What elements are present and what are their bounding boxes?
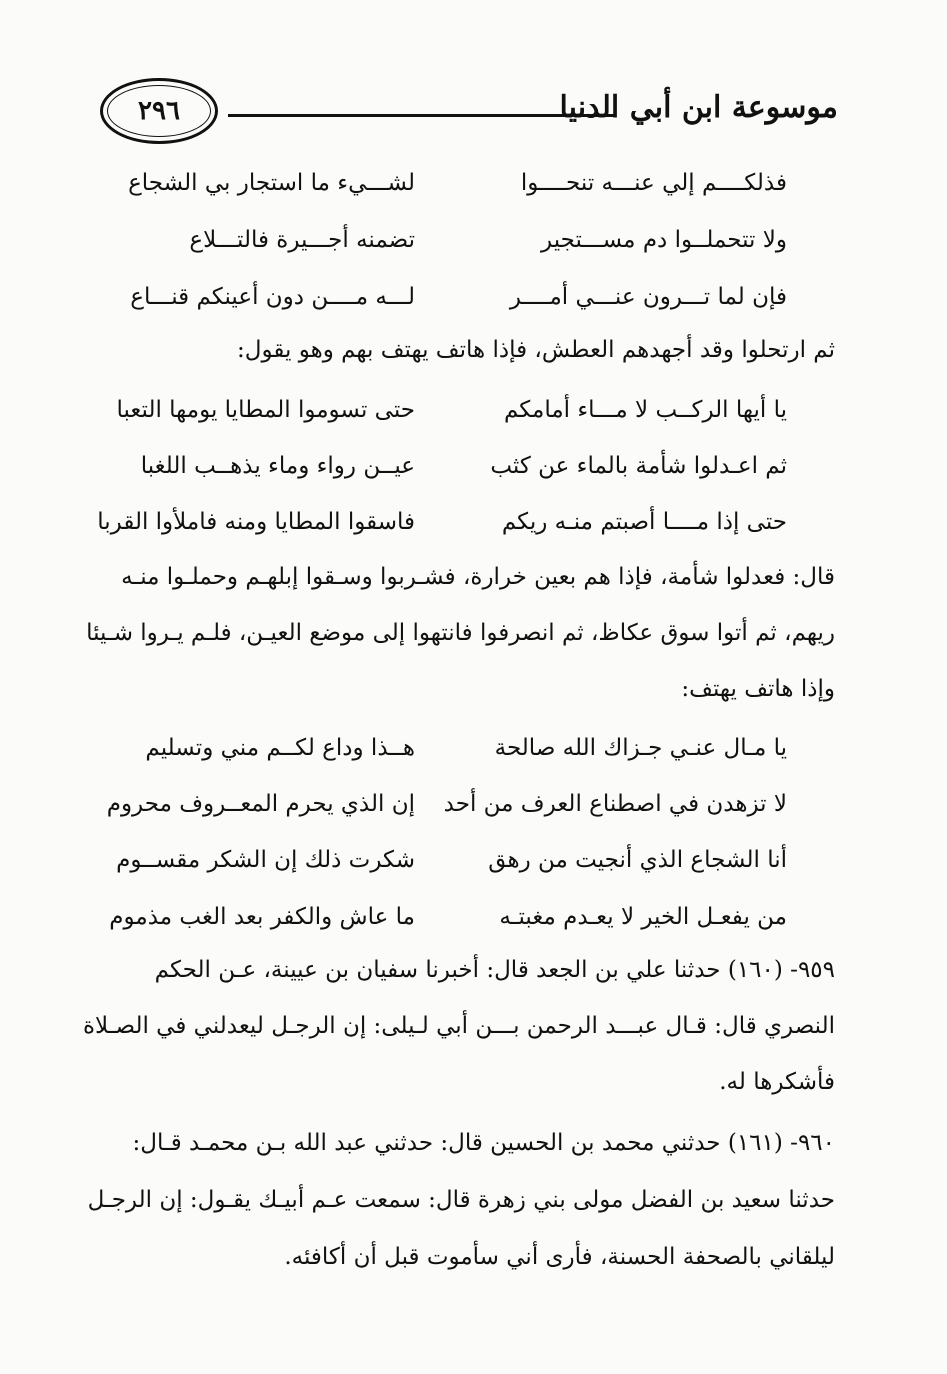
verse-second-hemistich: ما عاش والكفر بعد الغب مذموم — [109, 904, 415, 930]
verse — [127, 277, 787, 317]
verse-first-hemistich: فإن لما تـــرون عنـــي أمــــر — [509, 284, 787, 310]
hadith-959-line: فأشكرها له. — [719, 1069, 835, 1095]
verse — [97, 502, 787, 542]
verse-second-hemistich: إن الذي يحرم المعــروف محروم — [106, 791, 415, 817]
verse — [127, 728, 787, 768]
verse-second-hemistich: هــذا وداع لكــم مني وتسليم — [145, 735, 415, 761]
verse — [127, 446, 787, 486]
verse-first-hemistich: يا مـال عنـي جـزاك الله صالحة — [494, 735, 787, 761]
hadith-959-line: النصري قال: قـال عبـــد الرحمن بـــن أبي لـيلى: إن الرجـل ليعدلني في الصـلاة — [83, 1013, 835, 1039]
verse-first-hemistich: من يفعـل الخير لا يعـدم مغبتـه — [499, 904, 787, 930]
verse-second-hemistich: فاسقوا المطايا ومنه فاملأوا القربا — [97, 509, 415, 535]
verse-first-hemistich: ولا تتحملــوا دم مســـتجير — [541, 227, 787, 253]
paragraph-line: وإذا هاتف يهتف: — [681, 676, 835, 702]
verse — [116, 840, 787, 880]
verse-first-hemistich: ثم اعـدلوا شأمة بالماء عن كثب — [490, 453, 787, 479]
verse-second-hemistich: لـــه مــــن دون أعينكم قنـــاع — [130, 284, 415, 310]
verse-second-hemistich: تضمنه أجـــيرة فالتـــلاع — [189, 227, 415, 253]
hadith-960-line: ٩٦٠- (١٦١) حدثني محمد بن الحسين قال: حدثني عبد الله بـن محمـد قـال: — [132, 1130, 835, 1156]
verse-first-hemistich: أنا الشجاع الذي أنجيت من رهق — [488, 847, 787, 873]
verse — [106, 784, 787, 824]
page-number: ٢٩٦ — [138, 96, 180, 126]
verse — [127, 163, 787, 203]
verse — [116, 390, 787, 430]
verse-first-hemistich: فذلكــــم إلي عنـــه تنحــــوا — [520, 170, 787, 196]
verse-first-hemistich: لا تزهدن في اصطناع العرف من أحد — [443, 791, 787, 817]
header-rule — [228, 114, 616, 117]
paragraph-line: قال: فعدلوا شأمة، فإذا هم بعين خرارة، فشـربوا وسـقوا إبلهـم وحملـوا منـه — [121, 564, 835, 590]
paragraph: ثم ارتحلوا وقد أجهدهم العطش، فإذا هاتف يهتف بهم وهو يقول: — [237, 337, 835, 363]
verse-first-hemistich: يا أيها الركــب لا مـــاء أمامكم — [504, 397, 787, 423]
verse-second-hemistich: حتى تسوموا المطايا يومها التعبا — [116, 397, 415, 423]
running-title: موسوعة ابن أبي الدنيا — [559, 90, 838, 125]
hadith-959-line: ٩٥٩- (١٦٠) حدثنا علي بن الجعد قال: أخبرنا سفيان بن عيينة، عـن الحكم — [154, 957, 835, 983]
verse-second-hemistich: عيــن رواء وماء يذهــب اللغبا — [140, 453, 415, 479]
hadith-960-line: ليلقاني بالصحفة الحسنة، فأرى أني سأموت قبل أن أكافئه. — [284, 1244, 835, 1270]
verse-first-hemistich: حتى إذا مــــا أصبتم منـه ريكم — [501, 509, 787, 535]
page-number-ornament — [100, 78, 218, 144]
verse-second-hemistich: شكرت ذلك إن الشكر مقســوم — [116, 847, 415, 873]
page-header — [100, 78, 838, 144]
verse — [127, 220, 787, 260]
paragraph-line: ريهم، ثم أتوا سوق عكاظ، ثم انصرفوا فانتهوا إلى موضع العيـن، فلـم يـروا شـيئا — [86, 620, 835, 646]
verse — [109, 897, 787, 937]
verse-second-hemistich: لشـــيء ما استجار بي الشجاع — [128, 170, 415, 196]
hadith-960-line: حدثنا سعيد بن الفضل مولى بني زهرة قال: سمعت عـم أبيـك يقـول: إن الرجـل — [87, 1187, 835, 1213]
